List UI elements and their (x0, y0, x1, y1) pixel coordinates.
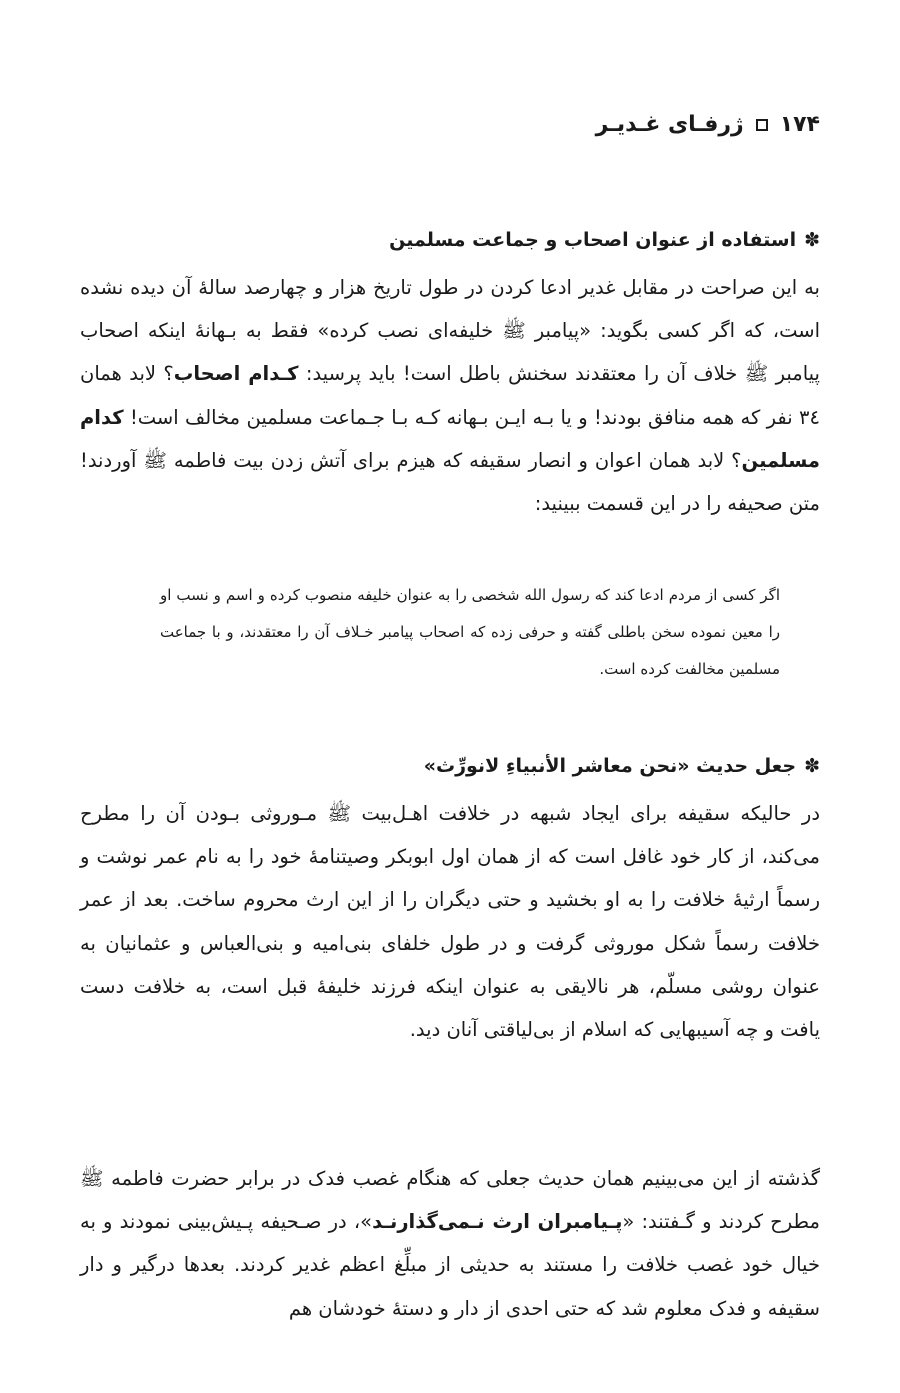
section-title (80, 224, 820, 256)
section-title-text: استفاده از عنوان اصحاب و جماعت مسلمین (389, 229, 797, 251)
section-continuation (80, 1157, 820, 1330)
text-run: به این صراحت در مقابل غدیر ادعا کردن در طول تاریخ هزار و چهارصد سالهٔ آن دیده نشده است، که اگر کسی بگوید: «پیامبر ﷺ خلیفه‌ای نصب کرده» فقط به بـهانهٔ اینکه اصحاب پیامبر ﷺ خلاف آن را معتقدند سخنش باطل است! باید پرسید: (80, 276, 820, 386)
square-separator-icon (756, 119, 768, 131)
bold-phrase: کدام مسلمین (80, 405, 820, 472)
asterisk-icon: ✽ (804, 755, 820, 777)
bold-phrase: کـدام اصحاب (173, 362, 299, 386)
section-companions (80, 224, 820, 525)
page-number: ۱۷۴ (779, 112, 820, 137)
text-run: ؟ لابد همان ۳٤ نفر که همه منافق بودند! و یا بـه ایـن بـهانه کـه بـا جـماعت مسلمین مخالف است! (80, 362, 820, 429)
bold-phrase: پـیامبران ارث نـمی‌گذارنـد (372, 1210, 623, 1234)
body-paragraph (80, 266, 820, 525)
text-run: گذشته از این می‌بینیم همان حدیث جعلی که هنگام غصب فدک در برابر حضرت فاطمه ﷺ مطرح کردند و گـفتند: « (80, 1167, 820, 1234)
book-title: ژرفـای غـدیـر (595, 112, 744, 137)
body-paragraph: در حالیکه سقیفه برای ایجاد شبهه در خلافت اهـل‌بیت ﷺ مـوروثی بـودن آن را مطرح می‌کند، از کار خود غافل است که از همان اول ابوبکر وصیتنامهٔ خود را به نام عمر نوشت و رسماً ارثیهٔ خلافت را به او بخشید و حتی دیگران را از این ارث محروم ساخت. بعد از عمر خلافت رسماً شکل موروثی گرفت و در طول خلفای بنی‌امیه و بنی‌العباس و عثمانیان به عنوان روشی مسلّم، هر نالایقی به عنوان اینکه فرزند خلیفهٔ قبل است، به خلافت دست یافت و چه آسیبهایی که اسلام از بی‌لیاقتی آنان دید. (80, 802, 820, 1042)
running-header (596, 112, 820, 137)
section-title-text: جعل حدیث «نحن معاشر الأنبیاءِ لانورِّث» (423, 755, 797, 777)
quoted-passage: اگر کسی از مردم ادعا کند که رسول الله شخصی را به عنوان خلیفه منصوب کرده و اسم و نسب او را معین نموده سخن باطلی گفته و حرفی زده که اصحاب پیامبر خـلاف آن را معتقدند، و با جماعت مسلمین مخالفت کرده است. (160, 586, 780, 678)
text-run: »، در صـحیفه پـیش‌بینی نمودند و به خیال خود غصب خلافت را مستند به حدیثی از مبلِّغ اعظم غدیر کردند. بعدها درگیر و دار سقیفه و فدک معلوم شد که حتی احدی از دار و دستهٔ خودشان هم (80, 1210, 820, 1320)
section-hadith (80, 750, 820, 1051)
section-title (80, 750, 820, 782)
document-page (80, 0, 820, 1393)
text-run: ؟ لابد همان اعوان و انصار سقیفه که هیزم برای آتش زدن بیت فاطمه ﷺ آوردند! متن صحیفه را در این قسمت ببینید: (80, 448, 820, 516)
body-paragraph (80, 1157, 820, 1330)
asterisk-icon: ✽ (804, 229, 820, 251)
